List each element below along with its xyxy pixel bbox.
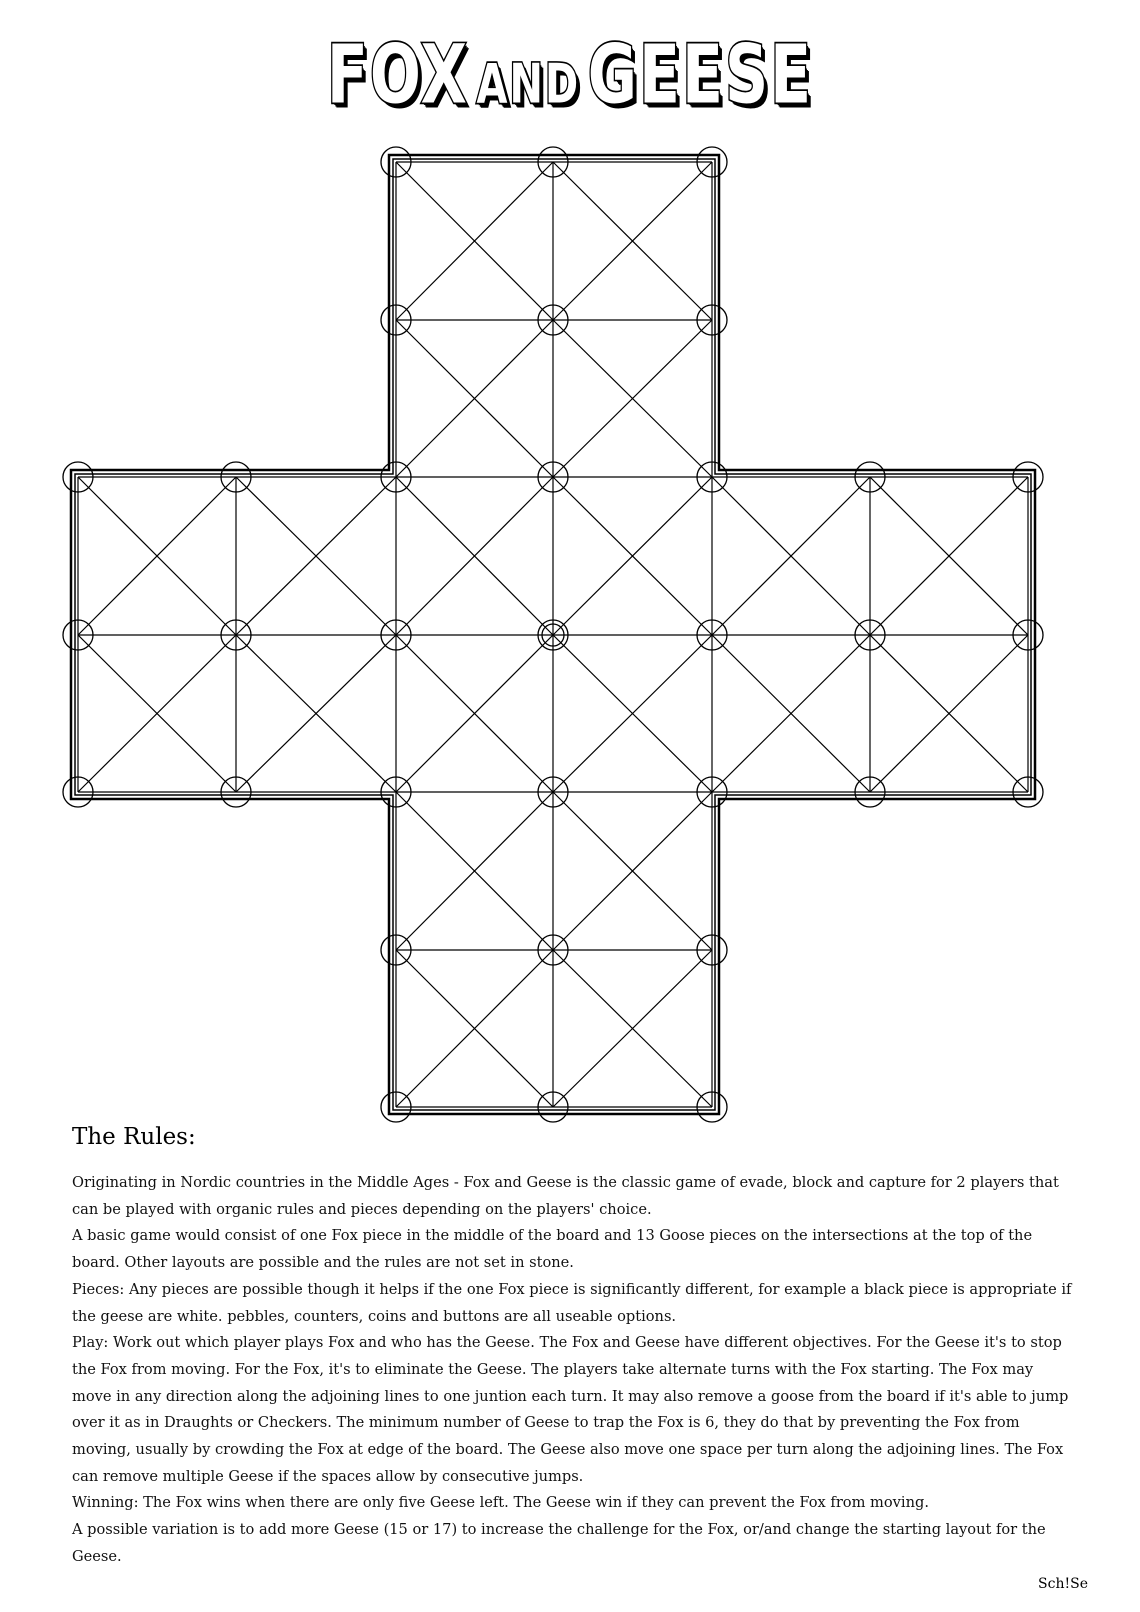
rules-paragraph: Pieces: Any pieces are possible though it helps if the one Fox piece is significantly different, for example a black piece is appropriate if the geese are white. pebbles, counters, coins and buttons are all useable options.	[72, 1280, 1072, 1325]
rules-paragraph: A possible variation is to add more Geese (15 or 17) to increase the challenge for the Fox, or/and change the starting layout for the Geese.	[72, 1521, 1046, 1565]
title-word-geese: GEESE	[587, 28, 814, 123]
rules-paragraph: Originating in Nordic countries in the Middle Ages - Fox and Geese is the classic game of evade, block and capture for 2 players that can be played with organic rules and pieces depending on the players' choice.	[72, 1174, 1059, 1218]
rules-heading: The Rules:	[72, 1124, 196, 1150]
rules-paragraph: Play: Work out which player plays Fox and who has the Geese. The Fox and Geese have different objectives. For the Geese it's to stop the Fox from moving. For the Fox, it's to eliminate the Geese. The players take alternate turns with the Fox starting. The Fox may move in any direction along the adjoining lines to one juntion each turn. It may also remove a goose from the board if it's able to jump over it as in Draughts or Checkers. The minimum number of Geese to trap the Fox is 6, they do that by preventing the Fox from moving, usually by crowding the Fox at edge of the board. The Geese also move one space per turn along the adjoining lines. The Fox can remove multiple Geese if the spaces allow by consecutive jumps.	[72, 1334, 1069, 1485]
rules-paragraph: Winning: The Fox wins when there are only five Geese left. The Geese win if they can prevent the Fox from moving.	[72, 1494, 929, 1512]
title-word-fox: FOX	[326, 28, 469, 123]
artist-signature: Sch!Se	[1038, 1576, 1088, 1592]
title-word-and: AND	[476, 53, 581, 116]
rules-text	[72, 1170, 1072, 1571]
rules-paragraph: A basic game would consist of one Fox piece in the middle of the board and 13 Goose pieces on the intersections at the top of the board. Other layouts are possible and the rules are not set in stone.	[72, 1227, 1033, 1272]
